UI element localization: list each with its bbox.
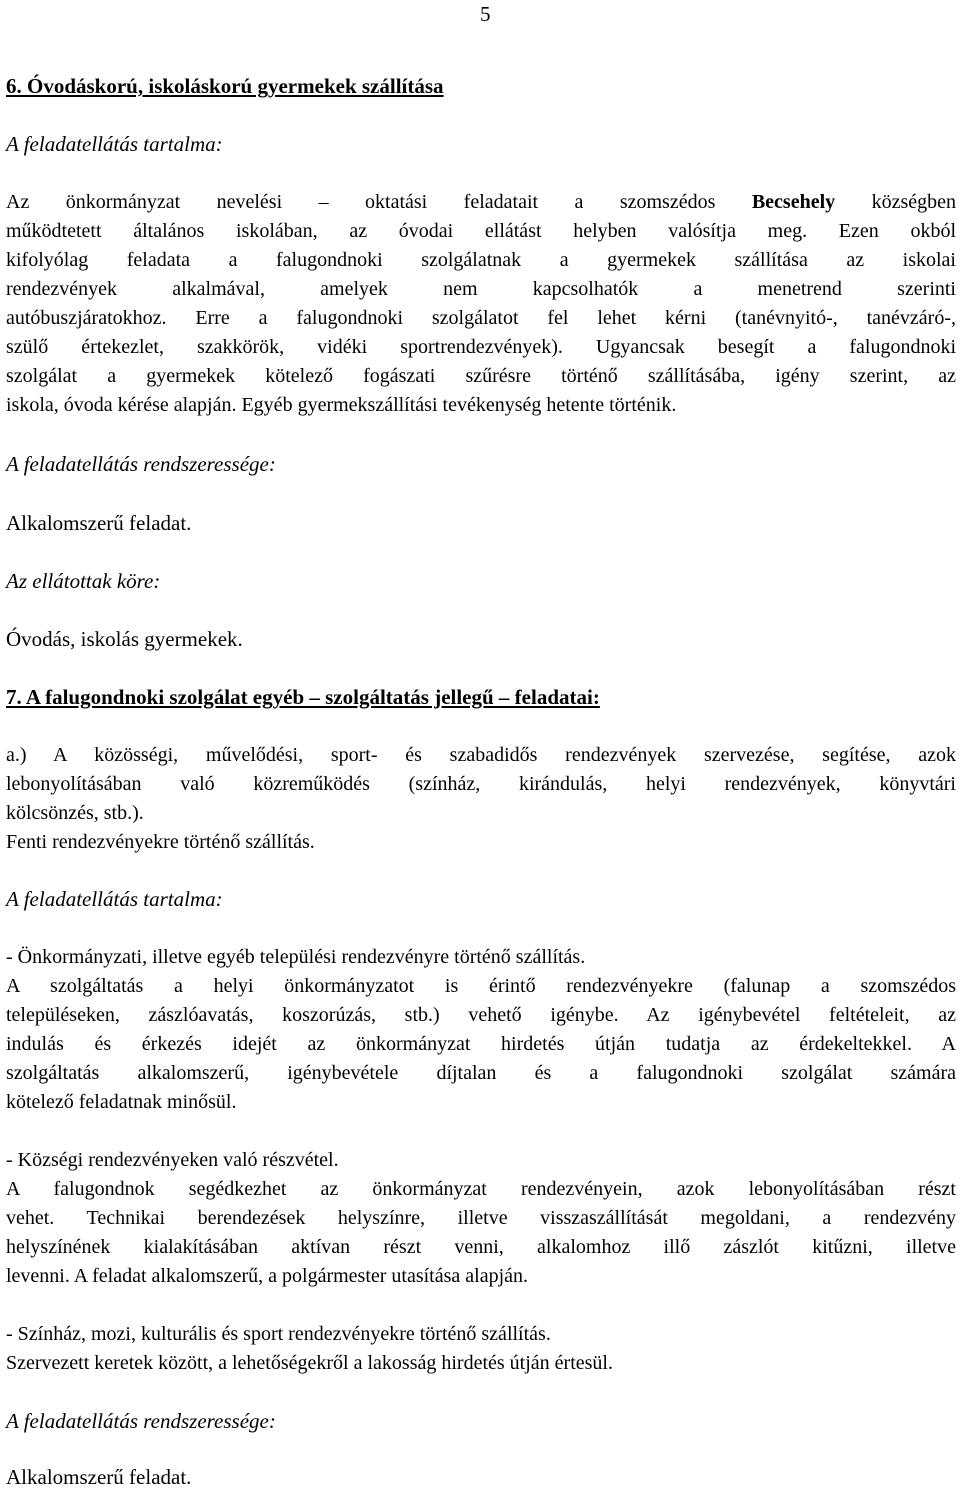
paragraph-line: A szolgáltatás a helyi önkormányzatot is érintő rendezvényekre (falunap a szomszédos: [6, 975, 956, 997]
paragraph-line: szolgálat a gyermekek kötelező fogászati szűrésre történő szállításába, igény szerint, az: [6, 365, 956, 387]
section-7-regularity-value: Alkalomszerű feladat.: [6, 1465, 192, 1489]
paragraph-line: Fenti rendezvényekre történő szállítás.: [6, 831, 315, 853]
page-number: 5: [480, 2, 491, 26]
section-6-regularity-value: Alkalomszerű feladat.: [6, 511, 192, 535]
paragraph-line: autóbuszjáratokhoz. Erre a falugondnoki szolgálatot fel lehet kérni (tanévnyitó-, tanévzáró-,: [6, 307, 956, 329]
paragraph-line: szülő értekezlet, szakkörök, vidéki sportrendezvények). Ugyancsak besegít a falugondnoki: [6, 336, 956, 358]
paragraph-line: működtetett általános iskolában, az óvodai ellátást helyben valósítja meg. Ezen okból: [6, 220, 956, 242]
section-6-content-label: A feladatellátás tartalma:: [6, 132, 223, 156]
paragraph-line: a.) A közösségi, művelődési, sport- és szabadidős rendezvények szervezése, segítése, azok: [6, 744, 956, 766]
paragraph-line: kölcsönzés, stb.).: [6, 802, 144, 824]
paragraph-line: rendezvények alkalmával, amelyek nem kapcsolhatók a menetrend szerinti: [6, 278, 956, 300]
section-6-regularity-label: A feladatellátás rendszeressége:: [6, 452, 276, 476]
paragraph-line: helyszínének kialakításában aktívan részt venni, alkalomhoz illő zászlót kitűzni, illetve: [6, 1236, 956, 1258]
section-7-content-label: A feladatellátás tartalma:: [6, 887, 223, 911]
section-6-heading: 6. Óvodáskorú, iskoláskorú gyermekek szállítása: [6, 74, 444, 98]
paragraph-line: kifolyólag feladata a falugondnoki szolgálatnak a gyermekek szállítása az iskolai: [6, 249, 956, 271]
paragraph-line: kötelező feladatnak minősül.: [6, 1091, 237, 1113]
village-name: Becsehely: [751, 191, 836, 213]
paragraph-line: lebonyolításában való közreműködés (színház, kirándulás, helyi rendezvények, könyvtári: [6, 773, 956, 795]
paragraph-line: Az önkormányzat nevelési – oktatási feladatait a szomszédos Becsehely községben: [6, 191, 956, 213]
paragraph-line: A falugondnok segédkezhet az önkormányzat rendezvényein, azok lebonyolításában részt: [6, 1178, 956, 1200]
paragraph-line: iskola, óvoda kérése alapján. Egyéb gyermekszállítási tevékenység hetente történik.: [6, 394, 677, 416]
paragraph-line: - Önkormányzati, illetve egyéb települési rendezvényre történő szállítás.: [6, 946, 586, 968]
section-7-regularity-label: A feladatellátás rendszeressége:: [6, 1409, 276, 1433]
paragraph-line: - Községi rendezvényeken való részvétel.: [6, 1149, 339, 1171]
paragraph-line: levenni. A feladat alkalomszerű, a polgármester utasítása alapján.: [6, 1265, 529, 1287]
paragraph-line: vehet. Technikai berendezések helyszínre, illetve visszaszállítását megoldani, a rendezvény: [6, 1207, 956, 1229]
paragraph-line: településeken, zászlóavatás, koszorúzás, stb.) vehető igénybe. Az igénybevétel feltételeit, az: [6, 1004, 956, 1026]
paragraph-line: Szervezett keretek között, a lehetőségekről a lakosság hirdetés útján értesül.: [6, 1352, 613, 1374]
paragraph-line: indulás és érkezés idejét az önkormányzat hirdetés útján tudatja az érdekeltekkel. A: [6, 1033, 956, 1055]
section-7-heading: 7. A falugondnoki szolgálat egyéb – szolgáltatás jellegű – feladatai:: [6, 685, 600, 709]
section-6-recipients-value: Óvodás, iskolás gyermekek.: [6, 627, 243, 651]
section-6-recipients-label: Az ellátottak köre:: [6, 569, 161, 593]
paragraph-line: szolgáltatás alkalomszerű, igénybevétele díjtalan és a falugondnoki szolgálat számára: [6, 1062, 956, 1084]
paragraph-line: - Színház, mozi, kulturális és sport rendezvényekre történő szállítás.: [6, 1323, 551, 1345]
